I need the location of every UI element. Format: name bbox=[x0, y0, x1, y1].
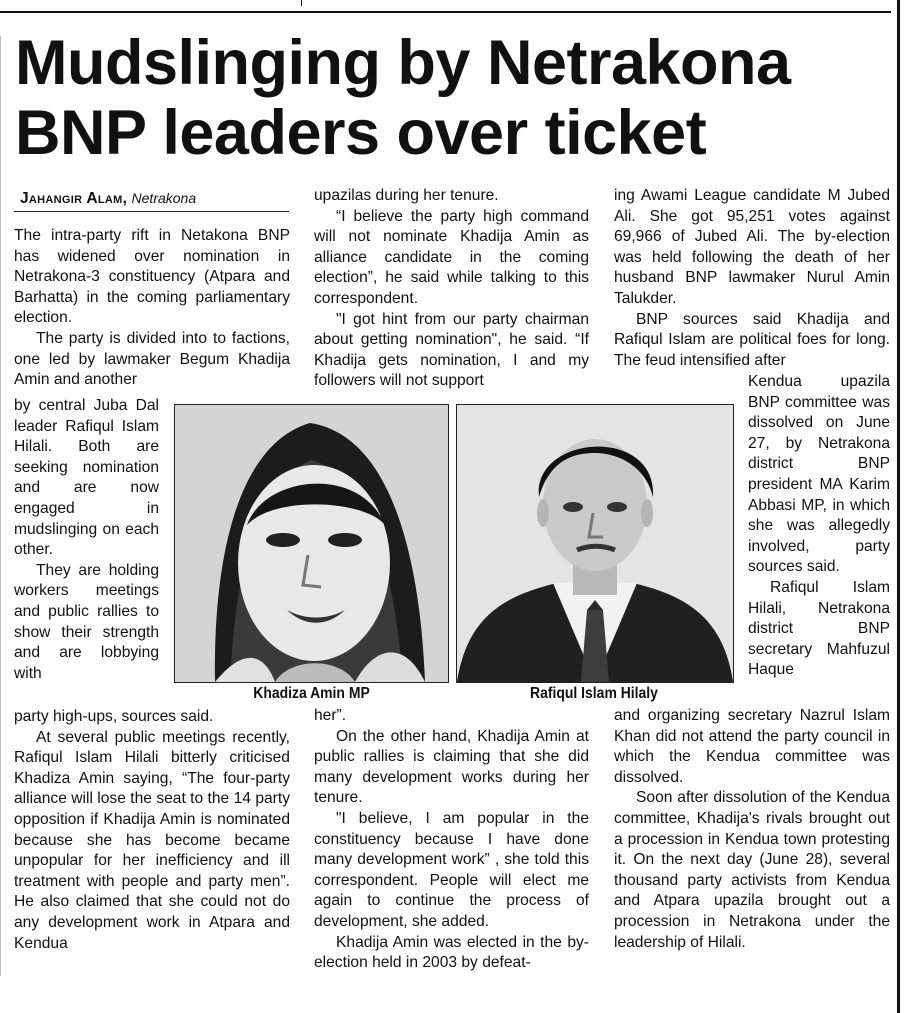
caption-right: Rafiqul Islam Hilaly bbox=[530, 685, 658, 702]
column-3-narrow bbox=[748, 372, 890, 681]
paragraph: Soon after dissolution of the Kendua committee, Khadija's rivals brought out a procession in Kendua town protesting it. On the next day (June 28), several thousand party activists from Kendua and Atpara upazila brought out a procession in Netrakona under the leadership of Hilali. bbox=[614, 789, 890, 951]
paragraph: "I believe, I am popular in the constituency because I have done many development work” , she told this correspondent. People will elect me again to continue the process of development, she added. bbox=[314, 809, 589, 930]
paragraph: Kendua upazila BNP committee was dissolved on June 27, by Netrakona district BNP president MA Karim Abbasi MP, in which she was allegedly involved, party sources said. bbox=[748, 373, 890, 576]
column-3-bottom bbox=[614, 706, 890, 953]
paragraph: and organizing secretary Nazrul Islam Khan did not attend the party council in which the Kendua committee was dissolved. bbox=[614, 707, 890, 786]
headline bbox=[15, 28, 895, 168]
column-3-top bbox=[614, 186, 890, 371]
photo-khadiza-amin bbox=[174, 404, 449, 683]
paragraph: At several public meetings recently, Rafiqul Islam Hilali bitterly criticised Khadiza Amin saying, “The four-party alliance will lose the seat to the 14 party opposition if Khadija Amin is nominated because she has become became unpopular for her inefficiency and ill treatment with people and party men”. He also claimed that she could not do any development work in Atpara and Kendua bbox=[14, 728, 290, 952]
column-1-top bbox=[14, 226, 290, 391]
photo-rafiqul-islam-hilaly bbox=[456, 404, 734, 683]
paragraph: BNP sources said Khadija and Rafiqul Islam are political foes for long. The feud intensified after bbox=[614, 310, 890, 369]
top-rule bbox=[0, 11, 891, 13]
byline bbox=[20, 188, 290, 209]
top-rule-tick bbox=[301, 0, 302, 6]
column-1-narrow bbox=[14, 396, 159, 684]
portrait-woman-image bbox=[175, 405, 448, 682]
paragraph: ing Awami League candidate M Jubed Ali. She got 95,251 votes against 69,966 of Jubed Ali. The by-election was held following the death of her husband BNP lawmaker Nurul Amin Talukder. bbox=[614, 187, 890, 307]
column-2-top bbox=[314, 186, 589, 392]
paragraph: by central Juba Dal leader Rafiqul Islam Hilali. Both are seeking nomination and are now engaged in mudslinging on each other. bbox=[14, 397, 159, 559]
paragraph: “I believe the party high command will not nominate Khadija Amin as alliance candidate in the coming election”, he said while talking to this correspondent. bbox=[314, 207, 589, 307]
paragraph: Khadija Amin was elected in the by-election held in 2003 by defeat- bbox=[314, 933, 589, 972]
column-1-bottom bbox=[14, 707, 290, 954]
caption-left: Khadiza Amin MP bbox=[253, 685, 370, 702]
headline-line-1: Mudslinging by Netrakona bbox=[15, 28, 791, 98]
column-2-bottom bbox=[314, 706, 589, 974]
paragraph: upazilas during her tenure. bbox=[314, 187, 499, 204]
paragraph: The intra-party rift in Netakona BNP has widened over nomination in Netrakona-3 constituency (Atpara and Barhatta) in the coming parliamentary election. bbox=[14, 227, 290, 327]
right-rule bbox=[897, 0, 900, 1013]
byline-place: Netrakona bbox=[131, 190, 197, 206]
headline-line-2: BNP leaders over ticket bbox=[15, 98, 707, 168]
left-rule bbox=[0, 36, 1, 976]
paragraph: "I got hint from our party chairman about getting nomination", he said. “If Khadija gets nomination, I and my followers will not support bbox=[314, 310, 589, 390]
paragraph: The party is divided into to factions, one led by lawmaker Begum Khadija Amin and another bbox=[14, 329, 290, 389]
paragraph: On the other hand, Khadija Amin at public rallies is claiming that she did many development works during her tenure. bbox=[314, 727, 589, 807]
byline-rule bbox=[14, 211, 289, 212]
paragraph: They are holding workers meetings and public rallies to show their strength and are lobbying with bbox=[14, 561, 159, 682]
byline-author: Jahangir Alam, bbox=[20, 190, 128, 207]
paragraph: Rafiqul Islam Hilali, Netrakona district BNP secretary Mahfuzul Haque bbox=[748, 578, 890, 679]
portrait-man-image bbox=[457, 405, 733, 682]
paragraph: her”. bbox=[314, 707, 347, 724]
paragraph: party high-ups, sources said. bbox=[14, 708, 214, 725]
